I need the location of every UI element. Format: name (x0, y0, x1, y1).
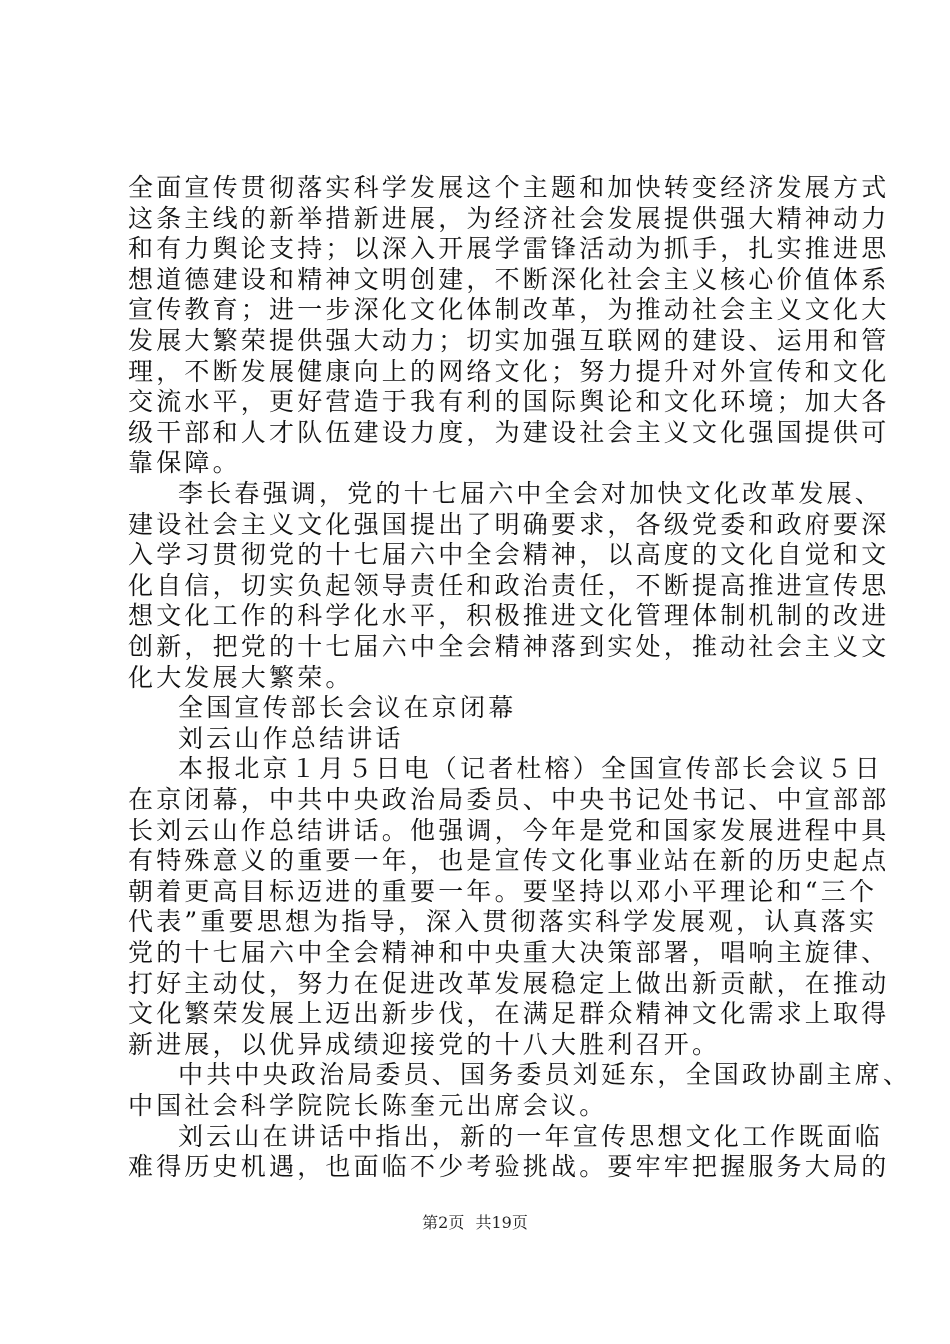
page-footer (0, 1212, 950, 1234)
text-line: 在京闭幕，中共中央政治局委员、中央书记处书记、中宣部部 (128, 785, 890, 814)
article-headline: 全国宣传部长会议在京闭幕 (178, 693, 517, 723)
text-line: 化大发展大繁荣。 (128, 662, 354, 692)
text-line: 靠保障。 (128, 448, 241, 478)
text-line: 宣传教育；进一步深化文化体制改革，为推动社会主义文化大 (128, 295, 890, 325)
text-line: 和有力舆论支持；以深入开展学雷锋活动为抓手，扎实推进思 (128, 234, 890, 264)
text-line: 交流水平，更好营造于我有利的国际舆论和文化环境；加大各 (128, 387, 890, 417)
text-line: 代表”重要思想为指导，深入贯彻落实科学发展观，认真落实 (128, 907, 878, 937)
text-line: 难得历史机遇，也面临不少考验挑战。要牢牢把握服务大局的 (128, 1152, 890, 1182)
page-number: 第2页 (422, 1213, 465, 1232)
text-line: 发展大繁荣提供强大动力；切实加强互联网的建设、运用和管 (128, 326, 890, 355)
text-line: 建设社会主义文化强国提出了明确要求，各级党委和政府要深 (128, 509, 890, 539)
paragraph-first-line: 中共中央政治局委员、国务委员刘延东，全国政协副主席、 (178, 1060, 912, 1090)
text-line: 全面宣传贯彻落实科学发展这个主题和加快转变经济发展方式 (128, 173, 890, 202)
article-subheadline: 刘云山作总结讲话 (178, 723, 404, 753)
paragraph-first-line: 本报北京１月５日电（记者杜榕）全国宣传部长会议５日 (178, 754, 884, 784)
text-line: 长刘云山作总结讲话。他强调，今年是党和国家发展进程中具 (128, 815, 890, 845)
text-line: 化自信，切实负起领导责任和政治责任，不断提高推进宣传思 (128, 570, 890, 600)
text-line: 入学习贯彻党的十七届六中全会精神，以高度的文化自觉和文 (128, 540, 890, 570)
text-line: 党的十七届六中全会精神和中央重大决策部署，唱响主旋律、 (128, 938, 890, 967)
text-line: 新进展，以优异成绩迎接党的十八大胜利召开。 (128, 1029, 721, 1059)
page-total: 共19页 (475, 1213, 528, 1232)
text-line: 创新，把党的十七届六中全会精神落到实处，推动社会主义文 (128, 632, 890, 661)
text-line: 想文化工作的科学化水平，积极推进文化管理体制机制的改进 (128, 601, 890, 631)
text-line: 打好主动仗，努力在促进改革发展稳定上做出新贡献，在推动 (128, 968, 890, 998)
text-line: 有特殊意义的重要一年，也是宣传文化事业站在新的历史起点 (128, 846, 890, 876)
text-line: 这条主线的新举措新进展，为经济社会发展提供强大精神动力 (128, 203, 890, 233)
paragraph-first-line: 刘云山在讲话中指出，新的一年宣传思想文化工作既面临 (178, 1121, 884, 1151)
text-line: 朝着更高目标迈进的重要一年。要坚持以邓小平理论和“三个 (128, 876, 878, 906)
text-line: 中国社会科学院院长陈奎元出席会议。 (128, 1091, 608, 1120)
paragraph-first-line: 李长春强调，党的十七届六中全会对加快文化改革发展、 (178, 479, 884, 508)
text-line: 文化繁荣发展上迈出新步伐，在满足群众精神文化需求上取得 (128, 999, 890, 1029)
text-line: 级干部和人才队伍建设力度，为建设社会主义文化强国提供可 (128, 417, 890, 447)
text-line: 理，不断发展健康向上的网络文化；努力提升对外宣传和文化 (128, 356, 890, 386)
text-line: 想道德建设和精神文明创建，不断深化社会主义核心价值体系 (128, 264, 890, 294)
